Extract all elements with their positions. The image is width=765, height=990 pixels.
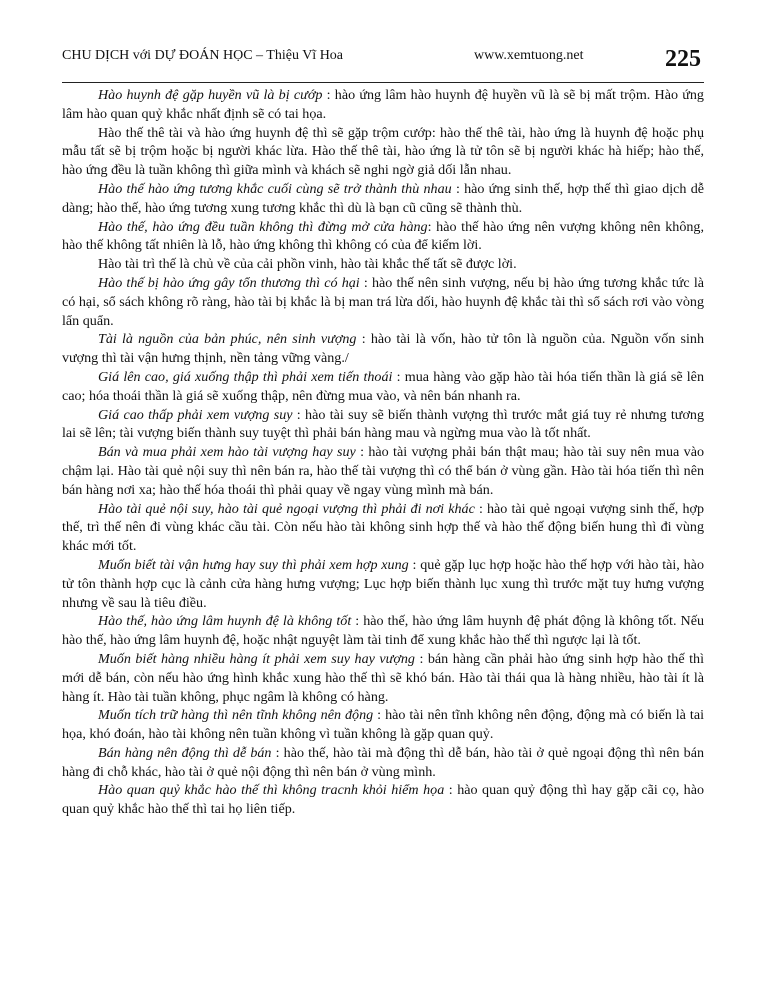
document-body: [62, 86, 704, 819]
paragraph: [62, 330, 704, 368]
paragraph-text: : hào thế, hào tài mà động thì dễ bán, hào tài ở quẻ ngoại động thì nên bán hàng đi chỗ khác, hào tài ở quẻ nội động thì nên bán ở vùng mình.: [62, 744, 704, 780]
paragraph-lead: Hào tài quẻ nội suy, hào tài quẻ ngoại vượng thì phải đi nơi khác: [98, 500, 475, 517]
paragraph-text: : hào ứng lâm hào huynh đệ huyền vũ là sẽ bị mất trộm. Hào ứng lâm hào quan quỷ khắc nhất định sẽ có tai họa.: [62, 87, 704, 122]
paragraph-lead: Hào thế, hào ứng lâm huynh đệ là không tốt: [98, 613, 352, 630]
paragraph-text: : mua hàng vào gặp hào tài hóa tiến thần là giá sẽ lên cao; hóa thoái thần là giá sẽ xuống thập, nên đừng mua vào, và nên bán nhanh ra.: [62, 368, 704, 404]
paragraph-lead: Hào thế bị hào ứng gây tổn thương thì có hại: [98, 274, 360, 291]
page-number: 225: [665, 46, 701, 72]
paragraph-text: : hào tài suy sẽ biến thành vượng thì trước mắt giá tuy rẻ nhưng tương lai sẽ lên; tài vượng biến thành suy tuyệt thì phải bán hàng mau và ngừng mua vào là tốt nhất.: [62, 406, 704, 442]
paragraph-lead: Muốn biết tài vận hưng hay suy thì phải xem hợp xung: [98, 556, 409, 573]
paragraph-lead: Muốn tích trữ hàng thì nên tĩnh không nên động: [98, 707, 374, 724]
paragraph-text: : hào thế hào ứng nên vượng không nên không, hào thế không tất nhiên là lỗ, hào ứng không thì không có của để kiếm lời.: [62, 218, 704, 254]
paragraph-text: : quẻ gặp lục hợp hoặc hào thế hợp với hào tài, hào tử tôn thành hợp cục là cảnh cửa hàng hưng vượng; Lục hợp biến thành lục xung thì trước mặt tuy hưng vượng nhưng về sau là tiêu điều.: [62, 556, 704, 611]
paragraph: [62, 781, 704, 819]
paragraph-text: : hào tài quẻ ngoại vượng sinh thế, hợp thế, trì thế nên đi vùng khác cầu tài. Còn nếu hào tài không sinh hợp thế và hào thế động biến hung thì đi vùng khác mới tốt.: [62, 500, 704, 555]
paragraph: [62, 500, 704, 556]
paragraph-text: : hào thế nên sinh vượng, nếu bị hào ứng tương khắc tức là có hại, sổ sách không rõ ràng, hào tài bị khắc là bị man trá lừa dối, hào huynh đệ khắc tài thì sổ sách rơi vào vòng lẩn quẩn.: [62, 274, 705, 329]
book-title: CHU DỊCH với DỰ ĐOÁN HỌC – Thiệu Vĩ Hoa: [62, 48, 344, 63]
paragraph-text: : hào ứng sinh thế, hợp thế thì giao dịch dễ dàng; hào thế, hào ứng tương xung tương khắc thì dù là bạn cũ cũng sẽ thành thù.: [62, 180, 705, 216]
paragraph-lead: Muốn biết hàng nhiều hàng ít phải xem suy hay vượng: [98, 650, 415, 667]
paragraph: [62, 124, 704, 180]
paragraph: [62, 86, 704, 124]
paragraph-lead: Tài là nguồn của bản phúc, nên sinh vượng: [98, 331, 357, 348]
paragraph: [62, 274, 704, 330]
paragraph: [62, 650, 704, 706]
paragraph: [62, 744, 704, 782]
paragraph: [62, 556, 704, 612]
paragraph: [62, 443, 704, 499]
paragraph-lead: Hào thế hào ứng tương khắc cuối cùng sẽ trở thành thù nhau: [98, 180, 452, 197]
paragraph-text: : hào quan quỷ động thì hay gặp cãi cọ, hào quan quỷ khắc hào thế thì tai họ liên tiếp.: [62, 782, 704, 818]
paragraph-text: : hào tài nên tĩnh không nên động, động mà có biến là tai họa, khó đoán, hào tài không nên tuần không vì tuần không là gặp quan quỷ.: [62, 707, 704, 743]
paragraph: [62, 218, 704, 256]
paragraph-lead: Hào huynh đệ gặp huyền vũ là bị cướp: [98, 87, 323, 103]
paragraph-text: : hào tài vượng phải bán thật mau; hào tài suy nên mua vào chậm lại. Hào tài quẻ nội suy thì nên bán ra, hào thế tài vượng thì có thể bán ở vùng gần. Hào tài hóa tiến thì nên bán hàng nơi xa; hào thế hóa thoái thì phải quay về ngay vùng mình mà bán.: [62, 444, 704, 498]
paragraph-lead: Bán hàng nên động thì dễ bán: [98, 744, 272, 761]
paragraph-text: : hào tài là vốn, hào tử tôn là nguồn của. Nguồn vốn sinh vượng thì tài vận hưng thịnh, nền tảng vững vàng./: [62, 331, 704, 367]
page-header: [62, 0, 704, 83]
document-page: [62, 0, 704, 819]
paragraph: [62, 612, 704, 650]
paragraph-lead: Bán và mua phải xem hào tài vượng hay suy: [98, 444, 356, 461]
website-url: www.xemtuong.net: [474, 48, 584, 63]
paragraph-lead: Hào thế, hào ứng đều tuần không thì đừng mở cửa hàng: [98, 218, 428, 235]
paragraph: [62, 180, 704, 218]
paragraph-text: : hào thế, hào ứng lâm huynh đệ phát động là không tốt. Nếu hào thế, hào ứng lâm huynh đệ, hoặc nhật nguyệt làm tài tinh để xung khắc hào thế thì ngược lại là tốt.: [62, 613, 704, 649]
paragraph-text: : bán hàng cần phải hào ứng sinh hợp hào thế thì mới dễ bán, còn nếu hào ứng hình khắc xung hào thế thì sẽ khó bán. Hào tài thái qua là hàng nhiều, hào tài ít là hàng ít. Hào tài tuần không, phục ngâm là không có hàng.: [62, 650, 704, 705]
paragraph-text: Hào tài trì thế là chủ về của cải phồn vinh, hào tài khắc thế tất sẽ được lời.: [98, 256, 517, 273]
paragraph-lead: Hào quan quỷ khắc hào thế thì không tracnh khỏi hiểm họa: [98, 782, 445, 799]
paragraph: [62, 706, 704, 744]
paragraph: [62, 406, 704, 444]
paragraph-text: Hào thế thê tài và hào ứng huynh đệ thì sẽ gặp trộm cướp: hào thế thê tài, hào ứng là huynh đệ hoặc phụ mẫu tất sẽ bị trộm hoặc bị người khác lừa. Hào thế thê tài, hào ứng là tử tôn sẽ bị người khác hà hiếp; hào thế, hào ứng đều là tuần không thì giữa mình và khách sẽ nghi ngờ giả dối lẫn nhau.: [62, 124, 704, 179]
paragraph-lead: Giá cao thấp phải xem vượng suy: [98, 406, 293, 423]
paragraph-lead: Giá lên cao, giá xuống thập thì phải xem tiến thoái: [98, 368, 393, 385]
paragraph: [62, 368, 704, 406]
paragraph: [62, 255, 704, 274]
